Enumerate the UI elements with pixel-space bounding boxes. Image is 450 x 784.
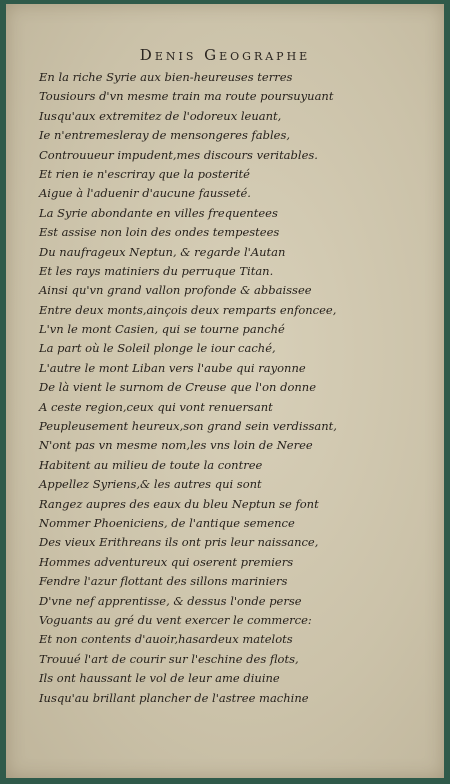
verse-line: Hommes adventureux qui oserent premiers (39, 554, 294, 569)
verse-line: D'vne nef apprentisse, & dessus l'onde perse (39, 593, 302, 608)
verse-line: Et rien ie n'escriray que la posterité (39, 166, 250, 181)
verse-line: Est assise non loin des ondes tempestees (39, 225, 280, 240)
verse-line: Rangez aupres des eaux du bleu Neptun se font (39, 496, 319, 511)
verse-line: Nommer Phoeniciens, de l'antique semence (39, 515, 295, 530)
verse-line: En la riche Syrie aux bien-heureuses terres (39, 70, 293, 84)
verse-line: Peupleusement heureux,son grand sein verdissant, (39, 419, 337, 434)
verse-line: Fendre l'azur flottant des sillons mariniers (39, 574, 288, 589)
verse-line: Habitent au milieu de toute la contree (39, 457, 263, 472)
verse-line: Appellez Syriens,& les autres qui sont (39, 477, 262, 492)
verse-line: Entre deux monts,ainçois deux remparts enfoncee, (39, 302, 337, 317)
verse-line: Ainsi qu'vn grand vallon profonde & abbaissee (39, 283, 312, 298)
verse-line: Tousiours d'vn mesme train ma route poursuyuant (39, 89, 334, 104)
verse-line: N'ont pas vn mesme nom,les vns loin de Neree (39, 438, 313, 453)
verse-line: Et non contents d'auoir,hasardeux matelots (39, 632, 293, 647)
verse-line: Aigue à l'aduenir d'aucune fausseté. (39, 186, 251, 201)
verse-line: Ie n'entremesleray de mensongeres fables, (39, 128, 291, 143)
verse-line: La part où le Soleil plonge le iour caché, (39, 341, 276, 356)
verse-line: Ils ont haussant le vol de leur ame diuine (39, 671, 280, 686)
verse-line: Iusqu'aux extremitez de l'odoreux leuant, (39, 108, 282, 123)
verse-line: Et les rays matiniers du perruque Titan. (39, 263, 274, 278)
verse-line: Iusqu'au brillant plancher de l'astree machine (39, 690, 309, 705)
verse-line: Voguants au gré du vent exercer le commerce: (39, 612, 312, 627)
verse-line: Trouué l'art de courir sur l'eschine des flots, (39, 651, 299, 666)
verse-line: De là vient le surnom de Creuse que l'on donne (39, 380, 317, 395)
book-page (6, 4, 444, 778)
verse-line: Des vieux Erithreans ils ont pris leur naissance, (39, 535, 319, 550)
verse-line: L'vn le mont Casien, qui se tourne panché (39, 322, 285, 337)
verse-line: A ceste region,ceux qui vont renuersant (39, 399, 273, 414)
running-header: Denis Geographe (139, 46, 311, 64)
verse-line: Controuueur impudent,mes discours veritables. (39, 147, 318, 162)
verse-line: L'autre le mont Liban vers l'aube qui rayonne (39, 360, 306, 375)
verse-list (39, 68, 419, 708)
verse-line: La Syrie abondante en villes frequentees (39, 205, 278, 220)
verse-line: Du naufrageux Neptun, & regarde l'Autan (39, 244, 286, 259)
